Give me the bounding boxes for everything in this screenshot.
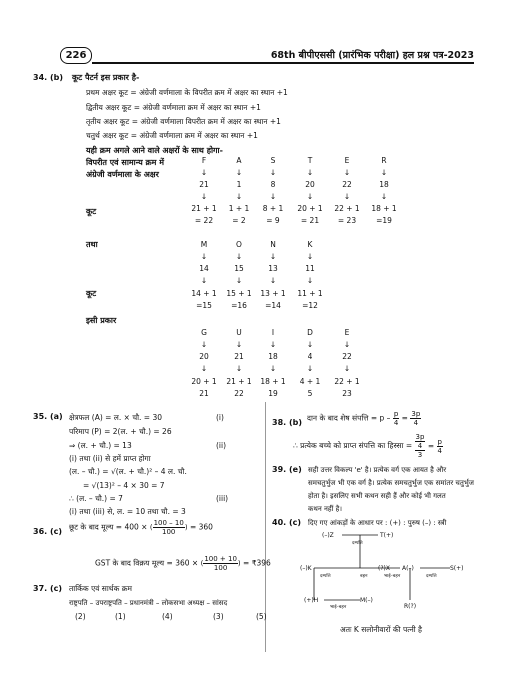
q34-label-reverse-1: विपरीत एवं सामान्य क्रम में [86, 158, 165, 167]
q38-l2-f1-bot: 3 [417, 451, 423, 459]
q37-order-3: (4) [162, 612, 173, 621]
node-z: (–)Z [322, 532, 334, 539]
q34-label-code-2: कूट [86, 289, 97, 298]
q34-rule-4: चतुर्थ अक्षर कूट = अंग्रेजी वर्णमाला क्रम में अक्षर का स्थान +1 [86, 131, 258, 140]
q35-line-3: ⇒ (ल. + चौ.) = 13 [69, 441, 132, 450]
block1-arrow: ↓ [269, 192, 277, 201]
block1-arrow: ↓ [200, 168, 208, 177]
block1-sum: 20 + 1 [297, 204, 323, 213]
q35-line-7: ∴ (ल. – चौ.) = 7 [69, 494, 123, 503]
block2-sum: 15 + 1 [226, 289, 252, 298]
q38-f1-den: 4 [393, 419, 399, 427]
block2-position: 11 [305, 264, 315, 273]
block2-code: =14 [265, 301, 281, 310]
q35-tag-ii: (ii) [216, 441, 227, 450]
block1-code: = 2 [232, 216, 246, 225]
block1-arrow: ↓ [343, 168, 351, 177]
q35-tag-i: (i) [216, 413, 224, 422]
q37-number: 37. [33, 584, 48, 593]
q36-line-1-fraction: ( $\frac{100 - 10}{100}$ ) [149, 519, 188, 536]
q39-number: 39. [272, 465, 287, 474]
q35-line-8: (i) तथा (iii) से, ल. = 10 तथा चौ. = 3 [69, 507, 186, 516]
q38-l2-f1-top: 3p [415, 433, 425, 441]
block1-arrow: ↓ [235, 192, 243, 201]
block3-code: 23 [342, 389, 352, 398]
node-h: (+)H [304, 597, 319, 604]
q38-line-2 [293, 433, 443, 459]
q36-f1-den: 100 [162, 528, 176, 536]
q35-line-5: (ल. – चौ.) = √(ल. + चौ.)² – 4 ल. चौ. [69, 467, 187, 476]
q37-order-4: (3) [213, 612, 224, 621]
q34-answer: (b) [50, 73, 64, 82]
block2-letter: N [270, 240, 276, 249]
page-number-badge [60, 47, 92, 64]
q34-subheading: यही क्रम अगले आने वाले अक्षरों के साथ होगा- [86, 146, 223, 155]
q38-line-2-pre: ∴ प्रत्येक बच्चे को प्राप्त संपत्ति का हिस्सा = [293, 441, 413, 450]
q40-intro: दिए गए आंकड़ों के आधार पर : (+) : पुरुष (–) : स्त्री [308, 519, 447, 527]
node-x: (?)X [378, 565, 390, 572]
block3-arrow: ↓ [200, 364, 208, 373]
header-rule [92, 62, 474, 64]
q35-line-1: क्षेत्रफल (A) = ल. × चौ. = 30 [69, 413, 163, 422]
q36-line-2-post: = ₹396 [243, 558, 271, 568]
block2-letter: K [307, 240, 313, 249]
q38-line-2-f1 [415, 433, 426, 459]
block2-code: =12 [302, 301, 318, 310]
block2-code: =15 [196, 301, 212, 310]
block1-arrow: ↓ [343, 192, 351, 201]
block2-position: 15 [234, 264, 244, 273]
block3-arrow: ↓ [343, 364, 351, 373]
q38-line-1-f1 [393, 410, 399, 427]
q40-number: 40. [272, 518, 287, 527]
block2-arrow: ↓ [269, 252, 277, 261]
block1-sum: 22 + 1 [334, 204, 360, 213]
label-couple-zt: दम्पत्ति [352, 541, 363, 546]
q36-line-2-pre: GST के बाद विक्रय मूल्य = 360 × [95, 558, 199, 568]
q36-line-1-post: = 360 [189, 522, 213, 532]
q36-answer: (c) [50, 527, 63, 536]
block3-sum: 4 + 1 [299, 377, 321, 386]
q38-l2-f2-num: p [437, 437, 442, 446]
block1-code: = 23 [337, 216, 357, 225]
q39-answer: (e) [289, 465, 302, 474]
q39-line-4: कथन नहीं है। [308, 505, 342, 513]
block1-position: 21 [199, 180, 209, 189]
block3-code: 21 [199, 389, 209, 398]
node-t: T(+) [380, 532, 394, 539]
block3-letter: U [236, 328, 242, 337]
node-m: M(–) [360, 597, 373, 604]
q34-intro: कूट पैटर्न इस प्रकार है- [72, 73, 140, 82]
block2-arrow: ↓ [269, 276, 277, 285]
q35-line-4: (i) तथा (ii) से हमें प्राप्त होगा [69, 454, 151, 463]
block1-position: 1 [236, 180, 242, 189]
block1-letter: R [381, 156, 387, 165]
q38-f2-num: 3p [411, 410, 421, 418]
q38-line-1-pre: दान के बाद शेष संपत्ति = p – [307, 413, 391, 423]
label-sibling-xa: भाई–बहन [384, 574, 401, 579]
block1-position: 8 [270, 180, 276, 189]
node-r: R(?) [404, 603, 417, 610]
q35-number: 35. [33, 412, 48, 421]
block3-sum: 18 + 1 [260, 377, 286, 386]
block3-sum: 22 + 1 [334, 377, 360, 386]
q35-answer: (a) [50, 412, 63, 421]
node-a: A(–) [402, 565, 414, 572]
q38-line-1-eq: = [401, 413, 408, 423]
block3-arrow: ↓ [235, 364, 243, 373]
q34-label-and: तथा [86, 240, 98, 249]
q37-order-1: (2) [75, 612, 86, 621]
block1-sum: 1 + 1 [228, 204, 250, 213]
q40-answer: (c) [289, 518, 302, 527]
q34-rule-3: तृतीय अक्षर कूट = अंग्रेजी वर्णमाला विपरीत क्रम में अक्षर का स्थान +1 [86, 117, 281, 126]
block2-letter: O [236, 240, 242, 249]
q38-l2-f1-mid: 4 [415, 442, 426, 451]
block3-arrow: ↓ [269, 340, 277, 349]
block1-position: 20 [305, 180, 315, 189]
q35-line-2: परिमाप (P) = 2(ल. + चौ.) = 26 [69, 427, 172, 436]
block1-code: = 9 [266, 216, 280, 225]
block3-position: 4 [307, 352, 313, 361]
block1-letter: A [236, 156, 242, 165]
node-k: (–)K [300, 565, 312, 572]
block2-code: =16 [231, 301, 247, 310]
q34-label-code-1: कूट [86, 207, 97, 216]
block1-arrow: ↓ [269, 168, 277, 177]
q38-line-1-f2 [410, 410, 421, 427]
q34-label-reverse-2: अंग्रेजी वर्णमाला के अक्षर [86, 170, 159, 179]
page-header [60, 46, 474, 64]
block1-letter: F [201, 156, 207, 165]
block3-code: 22 [234, 389, 244, 398]
q39-line-2: समचतुर्भुज भी एक वर्ग है। प्रत्येक समचतुर्भुज एक समांतर चतुर्भुज [308, 479, 474, 487]
q34-number: 34. [33, 73, 48, 82]
block1-position: 22 [342, 180, 352, 189]
q34-rule-2: द्वितीय अक्षर कूट = अंग्रेजी वर्णमाला क्रम में अक्षर का स्थान +1 [86, 103, 261, 112]
block3-sum: 20 + 1 [191, 377, 217, 386]
block2-arrow: ↓ [200, 276, 208, 285]
block1-letter: T [307, 156, 313, 165]
block3-letter: E [344, 328, 350, 337]
q38-number: 38. [272, 418, 287, 427]
label-couple-as: दम्पत्ति [426, 574, 437, 579]
header-title: 68th बीपीएससी (प्रारंभिक परीक्षा) हल प्रश्न पत्र-2023 [270, 50, 474, 61]
block1-arrow: ↓ [200, 192, 208, 201]
block3-position: 20 [199, 352, 209, 361]
q38-line-2-f2 [437, 438, 443, 455]
block1-arrow: ↓ [306, 192, 314, 201]
q36-line-1 [69, 519, 213, 536]
q37-line-2: राष्ट्रपति – उपराष्ट्रपति – प्रधानमंत्री – लोकसभा अध्यक्ष – सांसद [69, 599, 228, 607]
q36-line-2-fraction: ( $\frac{100 + 10}{100}$ ) [200, 555, 241, 572]
q38-f1-num: p [393, 410, 399, 418]
q37-order-2: (1) [115, 612, 126, 621]
q38-f2-den: 4 [413, 419, 419, 427]
q37-line-1: तार्किक एवं सार्थक क्रम [69, 584, 132, 593]
block1-code: = 22 [194, 216, 214, 225]
q36-line-1-pre: छूट के बाद मूल्य = 400 × [69, 522, 148, 532]
block3-position: 22 [342, 352, 352, 361]
block2-sum: 11 + 1 [297, 289, 323, 298]
q36-f2-num: 100 + 10 [204, 555, 237, 563]
q40-family-diagram [300, 528, 490, 618]
block1-position: 18 [379, 180, 389, 189]
block2-position: 14 [199, 264, 209, 273]
block1-arrow: ↓ [235, 168, 243, 177]
block1-sum: 18 + 1 [371, 204, 397, 213]
block3-arrow: ↓ [200, 340, 208, 349]
q36-f1-num: 100 – 10 [153, 519, 184, 527]
q38-line-2-eq: = [427, 441, 435, 451]
q36-f2-den: 100 [213, 564, 228, 572]
block1-letter: S [270, 156, 276, 165]
q38-l2-f2-den: 4 [437, 446, 442, 455]
page-number: 226 [65, 50, 87, 61]
q35-tag-iii: (iii) [216, 494, 229, 503]
block1-letter: E [344, 156, 350, 165]
block3-code: 19 [268, 389, 278, 398]
node-s: S(+) [450, 565, 464, 572]
label-sibling-hm: भाई–बहन [330, 605, 347, 610]
block3-letter: G [201, 328, 207, 337]
block3-arrow: ↓ [269, 364, 277, 373]
block3-letter: D [307, 328, 313, 337]
block3-position: 21 [234, 352, 244, 361]
block1-sum: 21 + 1 [191, 204, 217, 213]
block3-sum: 21 + 1 [226, 377, 252, 386]
block3-letter: I [271, 328, 275, 337]
q36-line-2 [95, 555, 271, 572]
block2-arrow: ↓ [200, 252, 208, 261]
block2-arrow: ↓ [235, 276, 243, 285]
block1-sum: 8 + 1 [262, 204, 284, 213]
block1-arrow: ↓ [380, 168, 388, 177]
block2-arrow: ↓ [306, 252, 314, 261]
q38-line-1 [307, 410, 421, 427]
q37-answer: (c) [50, 584, 63, 593]
block3-position: 18 [268, 352, 278, 361]
q40-conclusion: अतः K सलोनीवारों की पत्नी है [340, 625, 423, 634]
q34-label-similarly: इसी प्रकार [86, 316, 117, 325]
block1-code: =19 [376, 216, 392, 225]
block2-sum: 13 + 1 [260, 289, 286, 298]
block2-position: 13 [268, 264, 278, 273]
block3-arrow: ↓ [343, 340, 351, 349]
q38-answer: (b) [289, 418, 303, 427]
block2-letter: M [200, 240, 208, 249]
block3-arrow: ↓ [306, 340, 314, 349]
block3-arrow: ↓ [235, 340, 243, 349]
block3-code: 5 [307, 389, 313, 398]
block3-arrow: ↓ [306, 364, 314, 373]
block1-arrow: ↓ [380, 192, 388, 201]
block2-arrow: ↓ [235, 252, 243, 261]
q39-line-1: सही उत्तर विकल्प 'e' है। प्रत्येक वर्ग एक आयत है और [308, 466, 447, 474]
label-couple-k: दम्पत्ति [320, 574, 331, 579]
q37-order-5: (5) [256, 612, 267, 621]
q39-line-3: होता है। इसलिए सभी कथन सही हैं और कोई भी गलत [308, 492, 446, 500]
q36-number: 36. [33, 527, 48, 536]
block2-sum: 14 + 1 [191, 289, 217, 298]
block2-arrow: ↓ [306, 276, 314, 285]
block1-arrow: ↓ [306, 168, 314, 177]
q34-rule-1: प्रथम अक्षर कूट = अंग्रेजी वर्णमाला के विपरीत क्रम में अक्षर का स्थान +1 [86, 88, 288, 97]
q35-line-6: = √(13)² – 4 × 30 = 7 [83, 481, 165, 490]
block1-code: = 21 [300, 216, 320, 225]
label-sister: बहन [360, 574, 368, 579]
